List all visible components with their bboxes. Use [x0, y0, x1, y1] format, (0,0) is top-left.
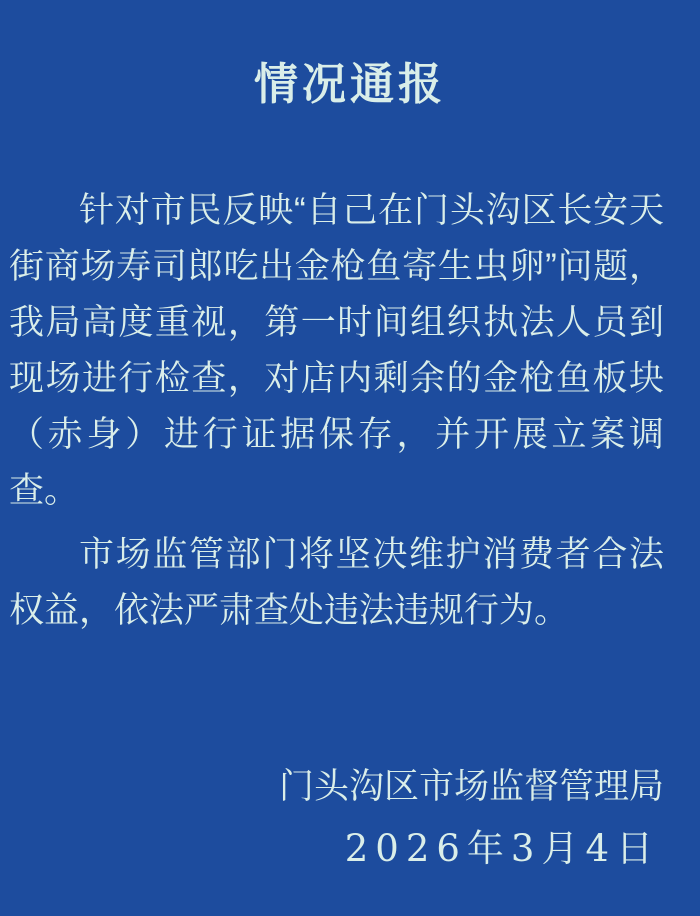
notice-paragraph-2: 市场监管部门将坚决维护消费者合法权益，依法严肃查处违法违规行为。 [9, 535, 664, 630]
issue-date: 2026年3月4日 [344, 827, 660, 870]
notice-body [9, 183, 664, 639]
issuer-signature: 门头沟区市场监督管理局 [278, 767, 664, 806]
notice-paragraph-1: 针对市民反映“自己在门头沟区长安天街商场寿司郎吃出金枪鱼寄生虫卵”问题，我局高度重视，第一时间组织执法人员到现场进行检查，对店内剩余的金枪鱼板块（赤身）进行证据保存，并开展立案调查。 [9, 191, 664, 510]
notice-title: 情况通报 [254, 60, 446, 109]
